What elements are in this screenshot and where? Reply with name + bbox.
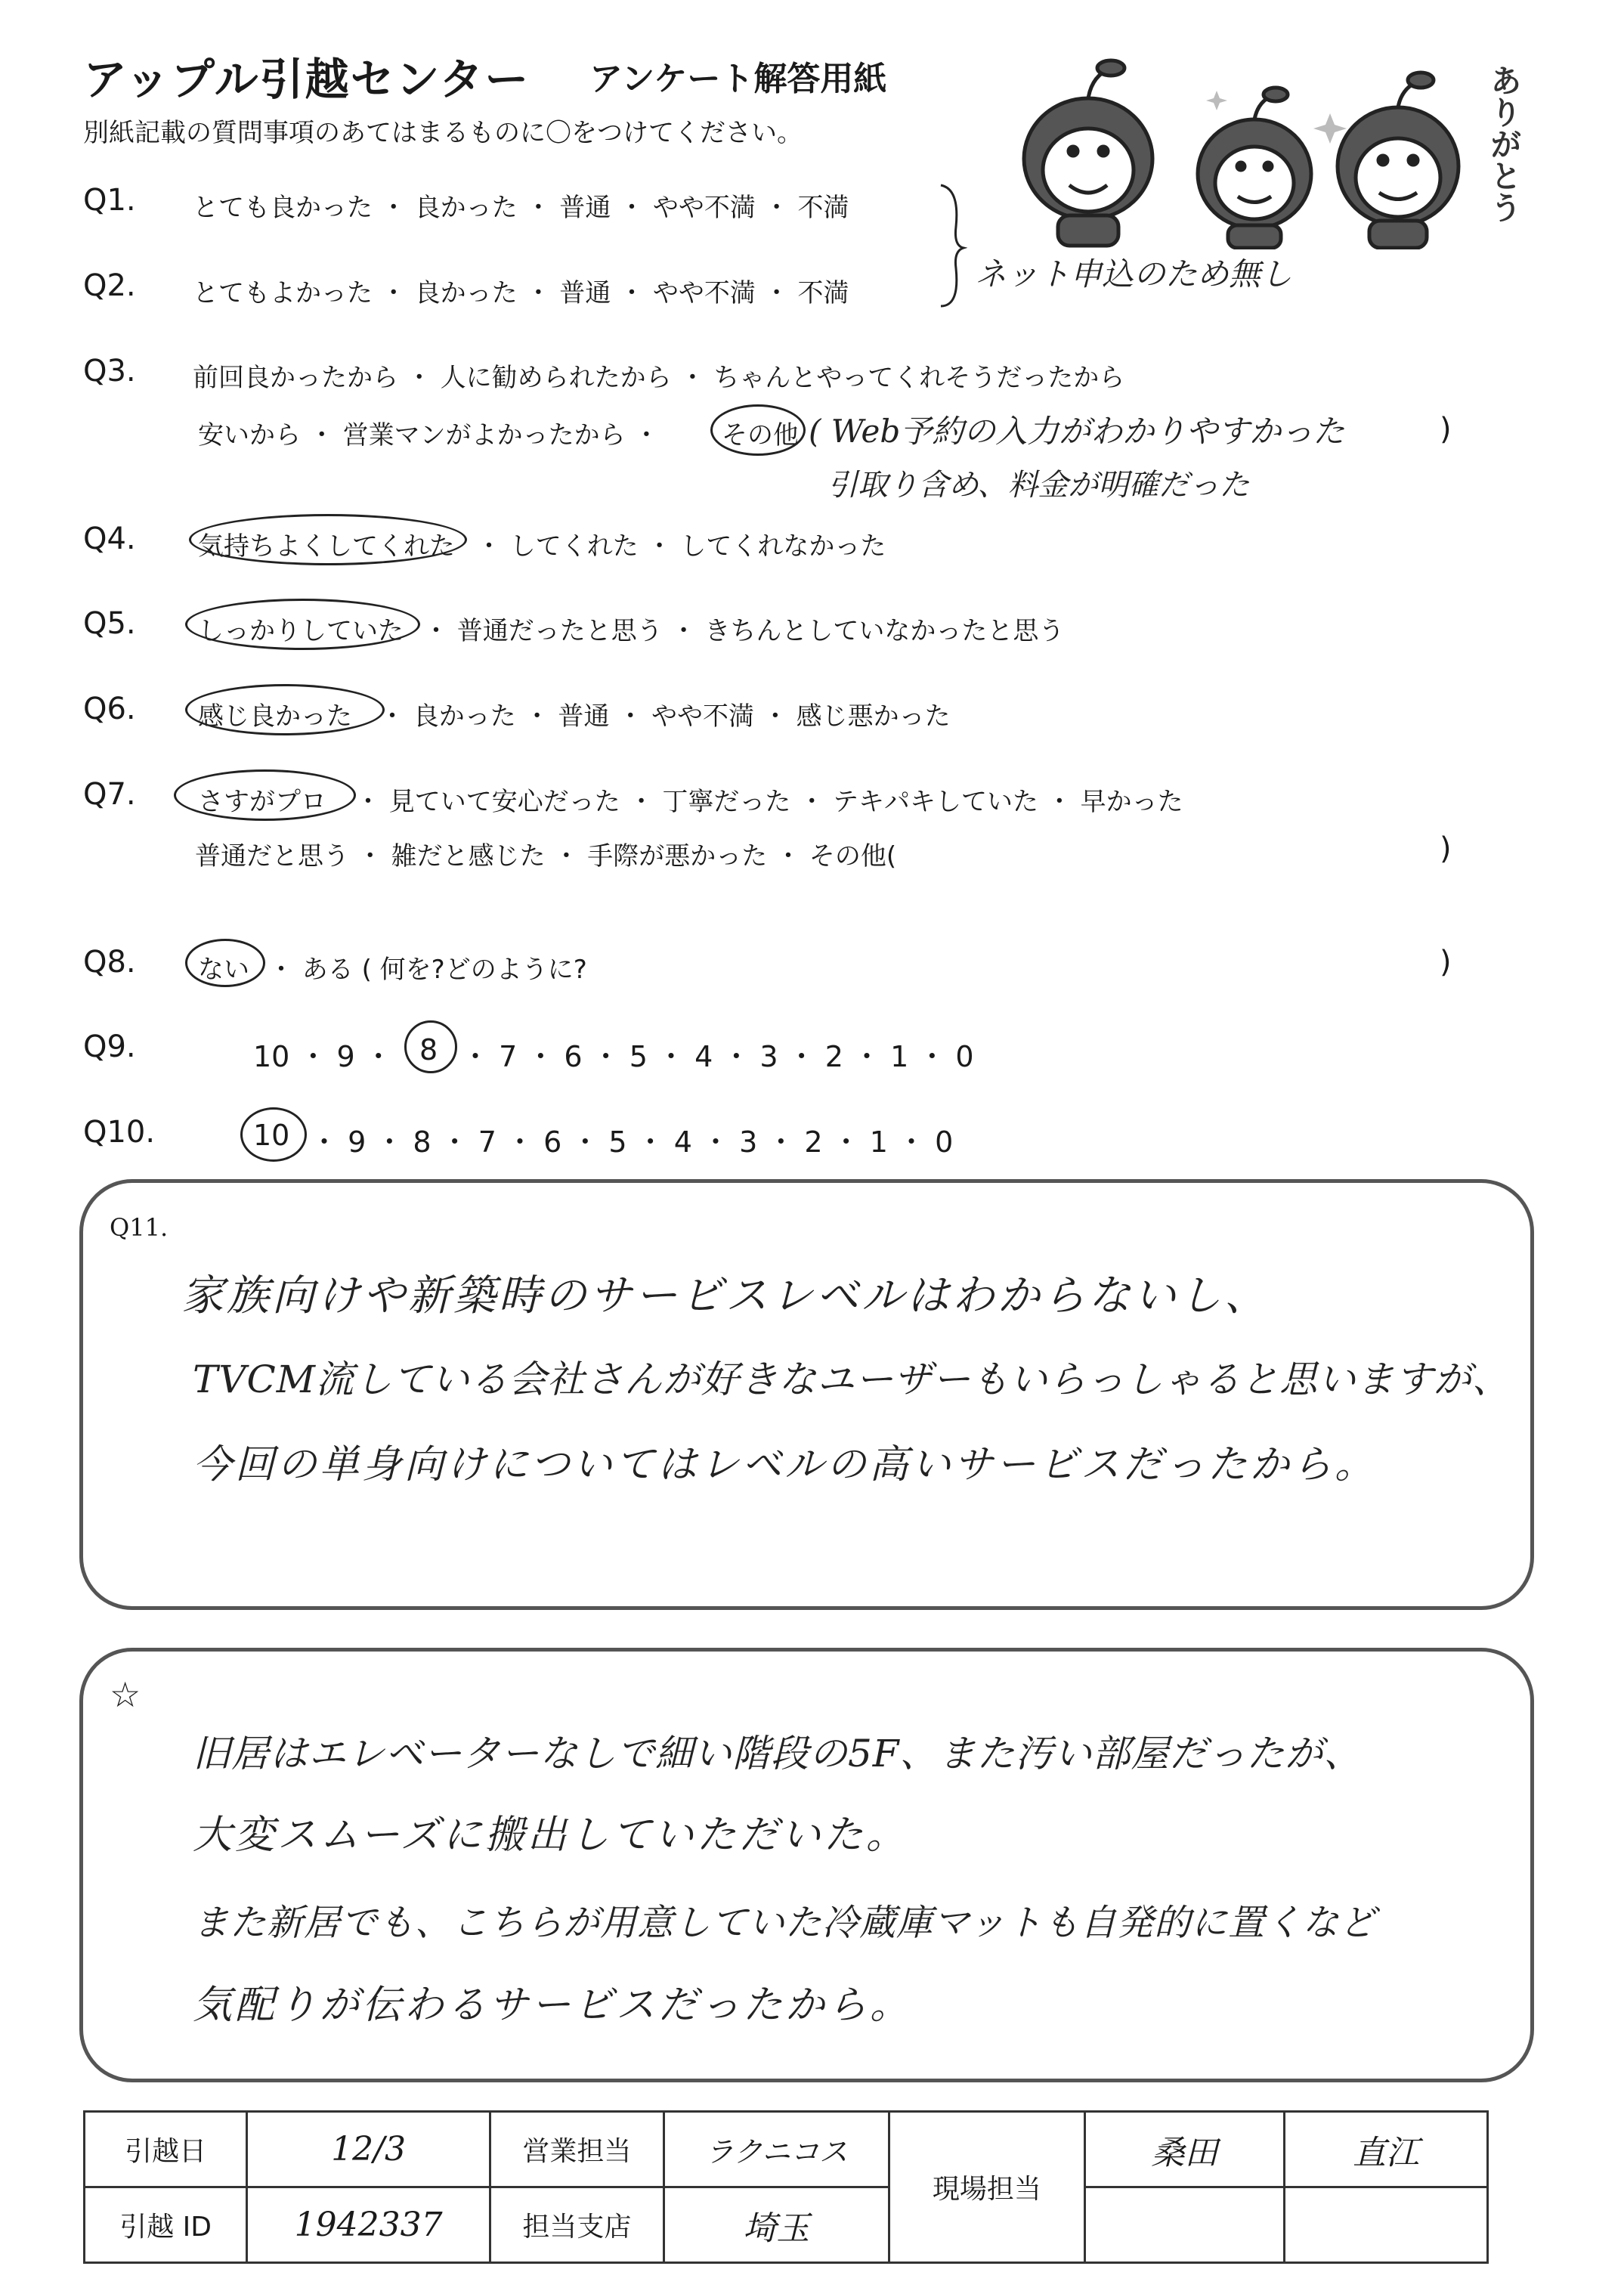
q11-handwritten-line-1: 家族向けや新築時のサービスレベルはわからないし、: [181, 1271, 1270, 1320]
q10-selection-circle: [240, 1107, 307, 1162]
q8-options-rest[interactable]: ・ ある ( 何を?どのように?: [268, 955, 587, 985]
instruction-text: 別紙記載の質問事項のあてはまるものに〇をつけてください。: [83, 118, 803, 148]
q10-label: Q10.: [83, 1115, 156, 1150]
site-staff-label: 現場担当: [889, 2112, 1084, 2263]
q7-options-line2[interactable]: 普通だと思う ・ 雑だと感じた ・ 手際が悪かった ・ その他(: [195, 841, 897, 871]
move-date-label: 引越日: [85, 2112, 247, 2187]
q3-label: Q3.: [83, 354, 136, 389]
move-id-label: 引越 ID: [85, 2187, 247, 2263]
q2-label: Q2.: [83, 268, 136, 303]
comment-handwritten-line-1: 旧居はエレベーターなしで細い階段の5F、また汚い部屋だったが、: [193, 1732, 1363, 1775]
monkey-mascot-illustration: [998, 45, 1511, 249]
q4-selected[interactable]: 気持ちよくしてくれた: [198, 531, 455, 562]
q1-options[interactable]: とても良かった ・ 良かった ・ 普通 ・ やや不満 ・ 不満: [193, 193, 849, 223]
q6-label: Q6.: [83, 692, 136, 726]
branch-value[interactable]: 埼玉: [664, 2187, 889, 2263]
q6-options-rest[interactable]: ・ 良かった ・ 普通 ・ やや不満 ・ 感じ悪かった: [379, 701, 951, 732]
q7-selection-circle: [174, 769, 356, 821]
form-subtitle: アンケート解答用紙: [589, 60, 887, 98]
q9-selected[interactable]: 8: [419, 1033, 438, 1067]
comment-handwritten-line-2: 大変スムーズに搬出していただいた。: [193, 1813, 908, 1858]
q6-selection-circle: [185, 684, 385, 735]
q11-handwritten-line-2: TVCM流している会社さんが好きなユーザーもいらっしゃると思いますが、: [193, 1358, 1511, 1401]
q2-options[interactable]: とてもよかった ・ 良かった ・ 普通 ・ やや不満 ・ 不満: [193, 278, 849, 308]
q8-label: Q8.: [83, 945, 136, 980]
q8-selected[interactable]: ない: [198, 955, 249, 985]
q3-close-paren: ): [1440, 412, 1452, 447]
q11-label: Q11.: [110, 1213, 169, 1242]
star-icon: ☆: [110, 1674, 141, 1715]
q11-handwritten-line-3: 今回の単身向けについてはレベルの高いサービスだったから。: [193, 1442, 1377, 1488]
q5-selection-circle: [185, 599, 420, 650]
q3-selected-other[interactable]: その他: [722, 420, 799, 450]
site-staff-empty-2[interactable]: [1284, 2187, 1487, 2263]
q1-q2-brace: [937, 181, 967, 310]
q6-selected[interactable]: 感じ良かった: [198, 701, 352, 732]
q1-q2-handwritten-note: ネット申込のため無し: [975, 255, 1293, 293]
q3-options-line2[interactable]: 安いから ・ 営業マンがよかったから ・: [198, 420, 660, 450]
q5-options-rest[interactable]: ・ 普通だったと思う ・ きちんとしていなかったと思う: [423, 616, 1065, 646]
q5-label: Q5.: [83, 606, 136, 641]
mascot-speech-text: ありがとう: [1486, 64, 1523, 223]
q7-options-rest[interactable]: ・ 見ていて安心だった ・ 丁寧だった ・ テキパキしていた ・ 早かった: [355, 787, 1183, 817]
q8-close-paren: ): [1440, 945, 1452, 980]
q3-options-line1[interactable]: 前回良かったから ・ 人に勧められたから ・ ちゃんとやってくれそうだったから: [193, 363, 1125, 393]
move-date-value[interactable]: 12/3: [247, 2112, 490, 2187]
q7-close-paren: ): [1440, 831, 1452, 866]
q11-answer-box[interactable]: [79, 1179, 1534, 1610]
form-title: アップル引越センター: [83, 54, 531, 105]
q4-label: Q4.: [83, 522, 136, 556]
comment-handwritten-line-3: また新居でも、こちらが用意していた冷蔵庫マットも自発的に置くなど: [193, 1902, 1377, 1944]
q7-selected[interactable]: さすがプロ: [198, 787, 326, 817]
q3-other-handwritten-2: 引取り含め、料金が明確だった: [827, 468, 1250, 503]
q8-selection-circle: [185, 939, 265, 987]
comment-box[interactable]: [79, 1648, 1534, 2082]
q5-selected[interactable]: しっかりしていた: [198, 616, 404, 646]
site-staff-empty-1[interactable]: [1084, 2187, 1284, 2263]
site-staff-2[interactable]: 直江: [1284, 2112, 1487, 2187]
q10-scale-after[interactable]: ・ 9 ・ 8 ・ 7 ・ 6 ・ 5 ・ 4 ・ 3 ・ 2 ・ 1 ・ 0: [310, 1125, 954, 1159]
site-staff-1[interactable]: 桑田: [1084, 2112, 1284, 2187]
q9-scale-before[interactable]: 10 ・ 9 ・: [253, 1040, 393, 1073]
branch-label: 担当支店: [490, 2187, 664, 2263]
sales-rep-value[interactable]: ラクニコス: [664, 2112, 889, 2187]
q1-label: Q1.: [83, 183, 136, 218]
q7-label: Q7.: [83, 777, 136, 812]
q9-selection-circle: [404, 1020, 457, 1073]
sales-rep-label: 営業担当: [490, 2112, 664, 2187]
q10-selected[interactable]: 10: [253, 1119, 290, 1152]
q9-scale-after[interactable]: ・ 7 ・ 6 ・ 5 ・ 4 ・ 3 ・ 2 ・ 1 ・ 0: [461, 1040, 974, 1073]
move-info-table: [83, 2110, 1489, 2264]
comment-handwritten-line-4: 気配りが伝わるサービスだったから。: [193, 1983, 913, 2028]
move-id-value[interactable]: 1942337: [247, 2187, 490, 2263]
q3-selection-circle: [710, 404, 806, 456]
q3-other-handwritten-1: ( Web予約の入力がわかりやすかった: [809, 413, 1345, 450]
q4-options-rest[interactable]: ・ してくれた ・ してくれなかった: [476, 531, 886, 562]
q9-label: Q9.: [83, 1029, 136, 1064]
q4-selection-circle: [189, 514, 467, 565]
